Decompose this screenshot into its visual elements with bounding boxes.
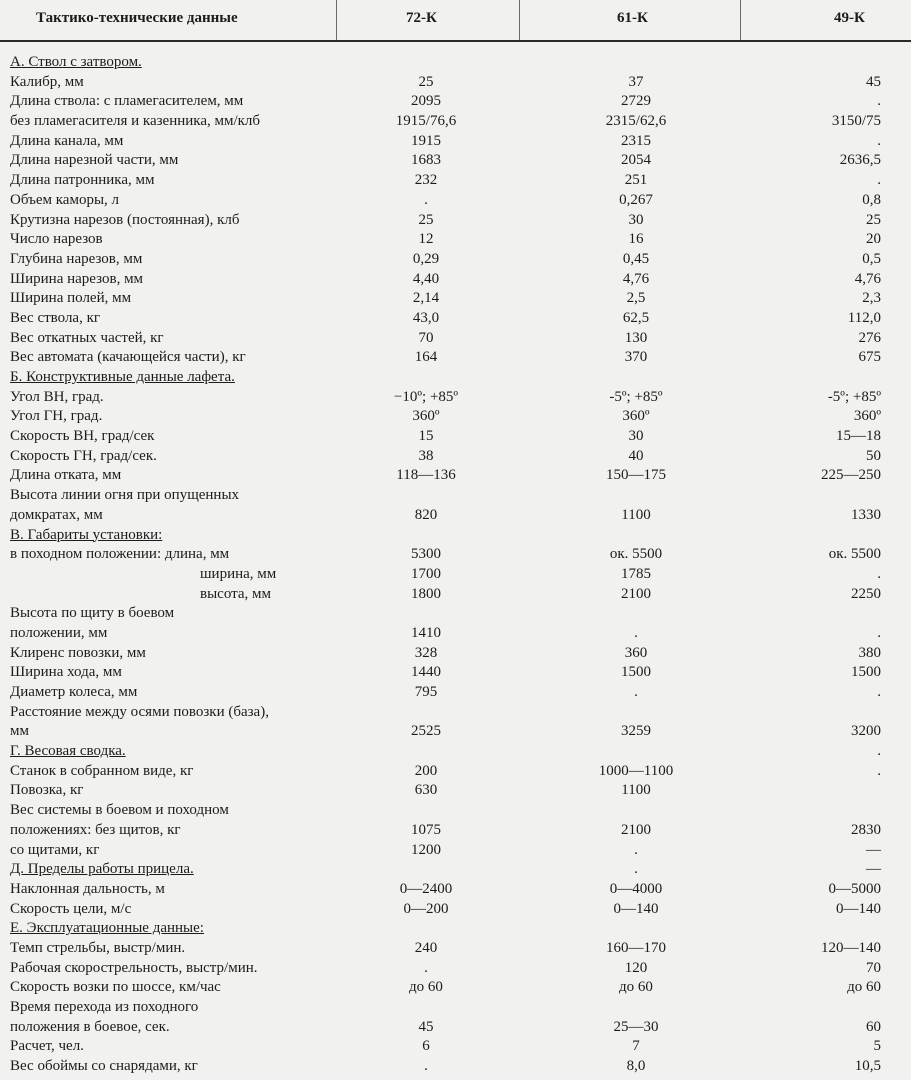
table-row — [0, 644, 911, 664]
table-row — [0, 1057, 911, 1077]
value-72k: 1440 — [411, 664, 441, 681]
table-row — [0, 171, 911, 191]
value-49k: 60 — [866, 1018, 881, 1035]
row-label: без пламегасителя и казенника, мм/клб — [10, 113, 261, 130]
value-72k: 25 — [418, 211, 434, 228]
table-row — [0, 565, 911, 585]
row-label: Время перехода из походного — [10, 999, 199, 1015]
table-row — [0, 821, 911, 841]
value-49k: 20 — [866, 231, 881, 248]
row-label: положениях: без щитов, кг — [10, 821, 181, 838]
value-49k: ок. 5500 — [828, 546, 881, 563]
value-72k: 2525 — [411, 723, 441, 740]
value-49k: 675 — [858, 349, 881, 366]
value-61k: 62,5 — [622, 309, 650, 326]
table-row — [0, 998, 911, 1018]
value-61k: 37 — [628, 73, 644, 90]
value-72k: 0—2400 — [399, 880, 453, 897]
table-row — [0, 1018, 911, 1038]
value-72k: 1683 — [411, 152, 441, 169]
table-row — [0, 329, 911, 349]
value-49k: до 60 — [847, 979, 881, 996]
row-label: Калибр, мм — [10, 73, 84, 90]
table-row — [0, 427, 911, 447]
section-title: Г. Весовая сводка. — [10, 743, 126, 760]
value-61k: 0—140 — [613, 900, 659, 917]
value-61k: 7 — [632, 1038, 640, 1055]
value-49k: 2636,5 — [839, 152, 881, 169]
value-61k: 360º — [622, 408, 650, 425]
table-row — [0, 978, 911, 998]
row-label: в походном положении: длина, мм — [10, 546, 230, 563]
row-label: положении, мм — [10, 624, 108, 641]
value-72k: 630 — [414, 782, 438, 799]
row-label: Число нарезов — [10, 231, 103, 248]
value-61k: . — [634, 684, 638, 700]
header-col-49k: 49-К — [834, 10, 865, 26]
value-72k: 5300 — [411, 546, 441, 563]
value-61k: 2315 — [621, 132, 651, 149]
value-72k: 240 — [414, 939, 438, 956]
section-title: А. Ствол с затвором. — [10, 54, 142, 70]
value-61k: 30 — [628, 211, 644, 228]
value-61k: 0,45 — [622, 250, 650, 267]
table-header — [0, 0, 911, 38]
row-label: Вес обоймы со снарядами, кг — [10, 1058, 198, 1075]
value-49k: . — [877, 172, 881, 189]
table-row — [0, 1037, 911, 1057]
value-61k: 8,0 — [626, 1058, 646, 1075]
row-label: Длина ствола: с пламегасителем, мм — [10, 93, 244, 110]
value-61k: 0,267 — [619, 191, 653, 208]
section-heading-row — [0, 919, 911, 939]
header-title: Тактико-технические данные — [36, 10, 238, 26]
value-61k: 25—30 — [613, 1018, 659, 1035]
row-label: Темп стрельбы, выстр/мин. — [10, 939, 186, 956]
value-72k: до 60 — [409, 979, 443, 996]
value-49k: 4,76 — [854, 270, 881, 287]
value-61k: 120 — [624, 959, 648, 976]
row-label: Угол ГН, град. — [10, 408, 103, 425]
value-49k: 1500 — [851, 664, 881, 681]
value-72k: 45 — [418, 1018, 434, 1035]
section-title: Д. Пределы работы прицела. — [10, 861, 194, 878]
value-72k: 4,40 — [412, 270, 440, 287]
value-49k: 120—140 — [821, 939, 881, 956]
section-heading-row — [0, 860, 911, 880]
value-61k: 2315/62,6 — [605, 113, 667, 130]
table-row — [0, 624, 911, 644]
section-title: В. Габариты установки: — [10, 526, 163, 543]
table-row — [0, 939, 911, 959]
value-61k: 130 — [624, 329, 648, 346]
row-label: Вес откатных частей, кг — [10, 329, 164, 346]
row-label: Вес автомата (качающейся части), кг — [10, 349, 246, 366]
value-61k: 4,76 — [622, 270, 650, 287]
row-label: положения в боевое, сек. — [10, 1018, 170, 1035]
value-72k: 2095 — [411, 93, 441, 110]
row-label: Ширина хода, мм — [10, 664, 122, 681]
value-61k: ок. 5500 — [609, 546, 663, 563]
table-row — [0, 585, 911, 605]
value-72k: 360º — [412, 408, 440, 425]
value-49k: . — [877, 762, 881, 779]
value-49k: 276 — [858, 329, 881, 346]
section-heading-row — [0, 742, 911, 762]
table-row — [0, 880, 911, 900]
value-61k: . — [634, 841, 638, 858]
value-72k: 328 — [414, 644, 438, 661]
table-row — [0, 211, 911, 231]
section-heading-row — [0, 53, 911, 73]
value-61k: 2100 — [621, 585, 651, 602]
row-label: Расстояние между осями повозки (база), — [10, 703, 269, 720]
value-61k: 30 — [628, 428, 644, 445]
value-49k: 2,3 — [862, 290, 881, 307]
value-61k: 360 — [624, 644, 648, 661]
value-72k: . — [424, 191, 428, 208]
value-61k: 1500 — [621, 664, 651, 681]
value-61k: 251 — [624, 172, 648, 189]
value-72k: 1075 — [411, 821, 441, 838]
value-72k: 38 — [418, 447, 434, 464]
value-49k: . — [877, 132, 881, 149]
table-row — [0, 781, 911, 801]
row-label: Станок в собранном виде, кг — [10, 762, 194, 779]
value-49k: 3200 — [851, 723, 881, 740]
value-49k: . — [877, 684, 881, 700]
row-label: Объем каморы, л — [10, 191, 120, 208]
row-label: Вес системы в боевом и походном — [10, 802, 229, 819]
table-row — [0, 900, 911, 920]
value-61k: 1785 — [621, 565, 651, 582]
table-row — [0, 309, 911, 329]
value-49k: 10,5 — [854, 1058, 881, 1075]
value-49k: 5 — [873, 1038, 881, 1055]
value-49k: 50 — [866, 447, 881, 464]
value-61k: до 60 — [619, 979, 653, 996]
value-49k: 0,5 — [862, 250, 881, 267]
table-row — [0, 151, 911, 171]
value-72k: 1915/76,6 — [395, 113, 457, 130]
table-row — [0, 230, 911, 250]
section-heading-row — [0, 526, 911, 546]
value-72k: 1915 — [411, 132, 441, 149]
row-label: Ширина полей, мм — [10, 290, 132, 307]
value-49k: 0,8 — [862, 191, 881, 208]
value-49k: 15—18 — [836, 428, 881, 445]
row-label: Высота по щиту в боевом — [10, 605, 175, 622]
value-61k: 150—175 — [606, 467, 666, 484]
value-61k: 1100 — [621, 782, 651, 799]
table-row — [0, 388, 911, 408]
spec-table — [0, 53, 911, 1077]
value-49k: 1330 — [851, 506, 881, 523]
row-label: домкратах, мм — [10, 506, 103, 523]
value-49k: 45 — [866, 73, 881, 90]
table-row — [0, 92, 911, 112]
value-49k: 70 — [866, 959, 881, 976]
value-72k: 118—136 — [396, 467, 456, 484]
table-row — [0, 683, 911, 703]
header-col-61k: 61-К — [617, 10, 648, 26]
value-61k: . — [634, 861, 638, 878]
row-label: Высота линии огня при опущенных — [10, 487, 240, 504]
header-col-72k: 72-К — [406, 10, 437, 26]
value-61k: 3259 — [621, 723, 651, 740]
value-49k: 112,0 — [847, 309, 881, 326]
value-49k: 380 — [858, 644, 881, 661]
value-61k: 40 — [628, 447, 644, 464]
value-72k: 200 — [414, 762, 438, 779]
value-49k: . — [877, 93, 881, 110]
table-row — [0, 506, 911, 526]
table-row — [0, 703, 911, 723]
table-row — [0, 722, 911, 742]
value-49k: 2830 — [851, 821, 881, 838]
row-label: Ширина нарезов, мм — [10, 270, 144, 287]
table-row — [0, 604, 911, 624]
section-title: Е. Эксплуатационные данные: — [10, 920, 204, 937]
table-row — [0, 959, 911, 979]
value-61k: 16 — [628, 231, 644, 248]
row-label: Длина патронника, мм — [10, 172, 155, 189]
value-49k: 360º — [853, 408, 881, 425]
section-heading-row — [0, 368, 911, 388]
value-61k: 2,5 — [626, 290, 646, 307]
value-72k: 1700 — [411, 565, 441, 582]
table-row — [0, 407, 911, 427]
row-label: Длина канала, мм — [10, 132, 124, 149]
value-61k: 1000—1100 — [598, 762, 674, 779]
table-row — [0, 348, 911, 368]
row-label: Угол ВН, град. — [10, 388, 104, 405]
value-61k: 370 — [624, 349, 648, 366]
value-61k: 2100 — [621, 821, 651, 838]
table-row — [0, 762, 911, 782]
value-72k: 232 — [414, 172, 438, 189]
table-row — [0, 191, 911, 211]
row-label: со щитами, кг — [10, 841, 100, 858]
row-label: Длина нарезной части, мм — [10, 152, 179, 169]
value-49k: 225—250 — [821, 467, 881, 484]
value-49k: . — [877, 743, 881, 760]
row-label: высота, мм — [200, 585, 272, 602]
value-61k: 160—170 — [606, 939, 666, 956]
row-label: Повозка, кг — [10, 782, 84, 799]
value-61k: 2729 — [621, 93, 651, 110]
row-label: Длина отката, мм — [10, 467, 122, 484]
row-label: мм — [10, 723, 29, 740]
row-label: Рабочая скорострельность, выстр/мин. — [10, 959, 258, 976]
table-row — [0, 486, 911, 506]
value-49k: 25 — [866, 211, 881, 228]
value-72k: 6 — [422, 1038, 430, 1055]
table-row — [0, 663, 911, 683]
row-label: Скорость возки по шоссе, км/час — [10, 979, 221, 996]
table-row — [0, 447, 911, 467]
value-49k: 0—5000 — [828, 880, 881, 897]
section-title: Б. Конструктивные данные лафета. — [10, 369, 235, 385]
value-72k: −10º; +85º — [393, 388, 459, 405]
table-row — [0, 801, 911, 821]
value-72k: . — [424, 1058, 428, 1075]
value-72k: 1410 — [411, 624, 441, 641]
row-label: Скорость ВН, град/сек — [10, 428, 155, 445]
row-label: Наклонная дальность, м — [10, 880, 165, 897]
value-72k: 2,14 — [412, 290, 440, 307]
table-row — [0, 545, 911, 565]
value-72k: 0—200 — [403, 900, 449, 917]
value-61k: 2054 — [621, 152, 651, 169]
value-49k: 3150/75 — [831, 113, 881, 130]
row-label: Вес ствола, кг — [10, 309, 101, 326]
value-61k: 1100 — [621, 506, 651, 523]
table-row — [0, 250, 911, 270]
value-72k: 70 — [418, 329, 434, 346]
value-49k: 0—140 — [836, 900, 881, 917]
header-rule — [0, 40, 911, 42]
table-row — [0, 73, 911, 93]
table-row — [0, 841, 911, 861]
row-label: Скорость цели, м/с — [10, 900, 132, 917]
row-label: Скорость ГН, град/сек. — [10, 447, 157, 464]
value-72k: 43,0 — [412, 309, 440, 326]
header-divider — [519, 0, 520, 40]
value-49k: 2250 — [851, 585, 881, 602]
value-72k: . — [424, 959, 428, 976]
value-49k: . — [877, 624, 881, 641]
row-label: Диаметр колеса, мм — [10, 684, 138, 700]
value-49k: — — [866, 841, 881, 858]
value-72k: 164 — [414, 349, 438, 366]
value-72k: 12 — [418, 231, 434, 248]
row-label: Клиренс повозки, мм — [10, 644, 146, 661]
table-row — [0, 289, 911, 309]
value-72k: 15 — [418, 428, 434, 445]
table-row — [0, 132, 911, 152]
value-72k: 0,29 — [412, 250, 440, 267]
value-72k: 25 — [418, 73, 434, 90]
value-61k: 0—4000 — [609, 880, 663, 897]
table-row — [0, 270, 911, 290]
row-label: Крутизна нарезов (постоянная), клб — [10, 211, 240, 228]
value-72k: 795 — [414, 684, 438, 700]
value-49k: -5º; +85º — [827, 388, 881, 405]
value-49k: . — [877, 565, 881, 582]
row-label: Глубина нарезов, мм — [10, 250, 143, 267]
row-label: ширина, мм — [200, 565, 277, 582]
table-row — [0, 112, 911, 132]
value-61k: -5º; +85º — [609, 388, 663, 405]
value-61k: . — [634, 624, 638, 641]
value-72k: 820 — [414, 506, 438, 523]
row-label: Расчет, чел. — [10, 1038, 84, 1055]
table-row — [0, 466, 911, 486]
value-72k: 1800 — [411, 585, 441, 602]
header-divider — [740, 0, 741, 40]
value-72k: 1200 — [411, 841, 441, 858]
value-49k: — — [866, 861, 881, 878]
header-divider — [336, 0, 337, 40]
